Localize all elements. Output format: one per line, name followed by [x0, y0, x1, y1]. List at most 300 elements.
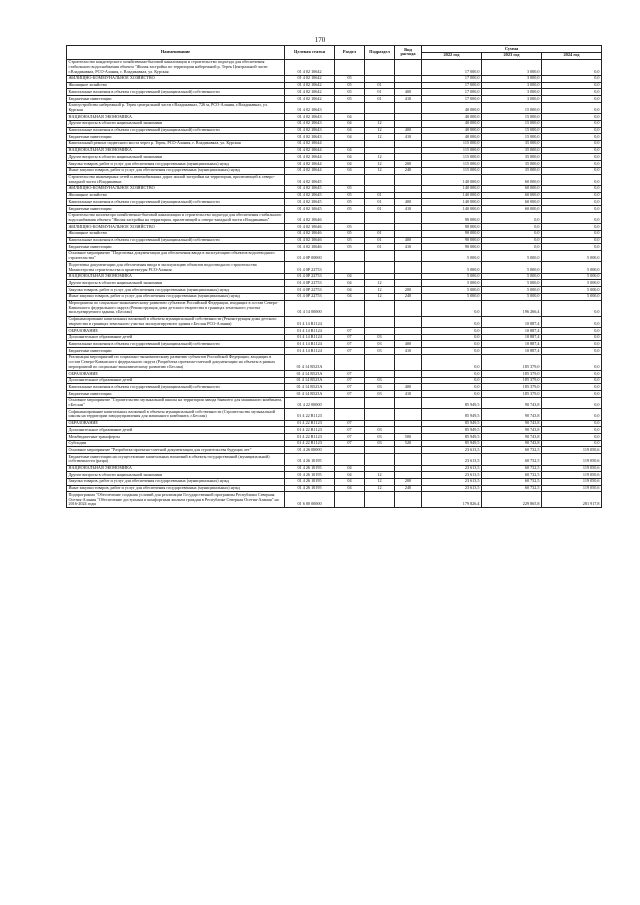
- row-podrazdel: 01: [365, 206, 395, 213]
- table-row: [67, 391, 602, 398]
- row-2022: 90 000,0: [422, 230, 482, 237]
- budget-table: [66, 45, 602, 508]
- row-podrazdel: 03: [365, 391, 395, 398]
- row-2023: 90 743,8: [482, 397, 542, 408]
- row-2024: 0,0: [542, 244, 602, 251]
- table-row: [67, 492, 602, 508]
- row-2024: 119 050,6: [542, 485, 602, 492]
- row-podrazdel: 03: [365, 341, 395, 348]
- table-row: [67, 371, 602, 378]
- row-2022: 90 000,0: [422, 224, 482, 231]
- row-code: 01 4 02 10646: [285, 244, 335, 251]
- row-name: Бюджетные инвестиции: [67, 391, 285, 398]
- row-razdel: [335, 174, 365, 185]
- row-code: 01 4 02 10644: [285, 154, 335, 161]
- row-code: 01 4 26 10195: [285, 472, 335, 479]
- row-razdel: 05: [335, 206, 365, 213]
- row-code: 01 6 00 00000: [285, 492, 335, 508]
- row-2023: 10 887,4: [482, 348, 542, 355]
- row-podrazdel: 12: [365, 485, 395, 492]
- row-2024: 0,0: [542, 427, 602, 434]
- row-2023: 5 000,0: [482, 293, 542, 300]
- row-vid: 200: [395, 478, 422, 485]
- row-2022: 140 000,0: [422, 199, 482, 206]
- row-2022: 23 613,5: [422, 478, 482, 485]
- table-row: [67, 89, 602, 96]
- row-name: Подготовка документации для обеспечения ввода в эксплуатацию объектов водоотводного строительства Министерства строительства и архитектуры РСО-Алания: [67, 262, 285, 273]
- row-razdel: 07: [335, 377, 365, 384]
- table-row: [67, 397, 602, 408]
- header-razdel: Раздел: [335, 46, 365, 60]
- row-2022: 0,0: [422, 316, 482, 327]
- row-2022: 17 000,0: [422, 75, 482, 82]
- row-code: 01 4 02 10645: [285, 174, 335, 185]
- row-2023: 60 732,5: [482, 465, 542, 472]
- row-podrazdel: [365, 492, 395, 508]
- row-2023: 185 379,0: [482, 354, 542, 370]
- row-razdel: 07: [335, 328, 365, 335]
- row-name: Бюджетные инвестиции: [67, 134, 285, 141]
- table-row: [67, 273, 602, 280]
- row-2022: 0,0: [422, 391, 482, 398]
- row-name: Другие вопросы в области национальной экономики: [67, 472, 285, 479]
- row-code: 01 4 02 10643: [285, 114, 335, 121]
- row-razdel: [335, 262, 365, 273]
- row-vid: [395, 174, 422, 185]
- row-2022: 0,0: [422, 334, 482, 341]
- table-row: [67, 478, 602, 485]
- row-vid: [395, 224, 422, 231]
- row-2022: 0,0: [422, 377, 482, 384]
- row-name: Закупка товаров, работ и услуг для обеспечения государственных (муниципальных) нужд: [67, 161, 285, 168]
- row-podrazdel: [365, 147, 395, 154]
- row-2024: 0,0: [542, 328, 602, 335]
- row-vid: [395, 212, 422, 223]
- row-code: 01 4 02 10644: [285, 167, 335, 174]
- row-code: 01 4 26 00000: [285, 447, 335, 454]
- row-2022: 0,0: [422, 341, 482, 348]
- row-2024: 0,0: [542, 161, 602, 168]
- row-2022: 140 000,0: [422, 174, 482, 185]
- row-2022: 0,0: [422, 348, 482, 355]
- row-vid: 400: [395, 384, 422, 391]
- row-vid: 410: [395, 96, 422, 103]
- row-razdel: 04: [335, 147, 365, 154]
- row-podrazdel: 03: [365, 348, 395, 355]
- row-podrazdel: [365, 262, 395, 273]
- table-row: [67, 212, 602, 223]
- row-code: 01 4 14 R1124: [285, 316, 335, 327]
- row-code: 01 4 22 R1123: [285, 427, 335, 434]
- row-code: 01 4 0P 00000: [285, 250, 335, 261]
- header-row-1: [67, 46, 602, 53]
- row-podrazdel: [365, 371, 395, 378]
- row-2024: 0,0: [542, 185, 602, 192]
- row-2023: 10 887,4: [482, 328, 542, 335]
- row-vid: [395, 454, 422, 465]
- row-code: 01 4 0P 22753: [285, 293, 335, 300]
- row-podrazdel: 01: [365, 96, 395, 103]
- row-2022: 17 000,0: [422, 96, 482, 103]
- row-razdel: 05: [335, 89, 365, 96]
- row-2022: 5 000,0: [422, 262, 482, 273]
- table-row: [67, 293, 602, 300]
- row-name: ЖИЛИЩНО-КОММУНАЛЬНОЕ ХОЗЯЙСТВО: [67, 224, 285, 231]
- row-2024: 0,0: [542, 59, 602, 75]
- row-name: Межбюджетные трансферты: [67, 434, 285, 441]
- row-podrazdel: [365, 224, 395, 231]
- row-2023: 0,0: [482, 224, 542, 231]
- table-row: [67, 341, 602, 348]
- row-razdel: [335, 454, 365, 465]
- row-podrazdel: [365, 59, 395, 75]
- row-razdel: 07: [335, 427, 365, 434]
- row-razdel: 07: [335, 420, 365, 427]
- row-2024: 0,0: [542, 391, 602, 398]
- header-podrazdel: Подраздел: [365, 46, 395, 60]
- row-2024: 0,0: [542, 120, 602, 127]
- row-2024: 0,0: [542, 440, 602, 447]
- row-2024: 0,0: [542, 371, 602, 378]
- table-row: [67, 206, 602, 213]
- row-code: 01 4 26 10195: [285, 465, 335, 472]
- row-vid: 200: [395, 287, 422, 294]
- row-code: 01 4 02 10645: [285, 192, 335, 199]
- table-row: [67, 167, 602, 174]
- row-2022: 115 000,0: [422, 140, 482, 147]
- row-2024: 0,0: [542, 409, 602, 420]
- row-name: НАЦИОНАЛЬНАЯ ЭКОНОМИКА: [67, 147, 285, 154]
- row-podrazdel: [365, 420, 395, 427]
- table-row: [67, 447, 602, 454]
- row-2024: 0,0: [542, 154, 602, 161]
- row-2022: 40 000,0: [422, 102, 482, 113]
- row-code: 01 4 0P 22753: [285, 287, 335, 294]
- row-razdel: 04: [335, 485, 365, 492]
- row-code: 01 4 14 00000: [285, 300, 335, 316]
- row-razdel: [335, 300, 365, 316]
- row-name: Реализация мероприятий по социально-экономическому развитию субъектов Российской Федерации, входящих в состав Северо-Кавказского федерального округа (Разработка проектно-сметной документации на объекты в рамках мероприятий по социально-экономическому развитию г.Беслан): [67, 354, 285, 370]
- row-name: Закупка товаров, работ и услуг для обеспечения государственных (муниципальных) нужд: [67, 287, 285, 294]
- table-row: [67, 328, 602, 335]
- row-2023: 35 000,0: [482, 167, 542, 174]
- row-vid: 200: [395, 161, 422, 168]
- row-name: ОБРАЗОВАНИЕ: [67, 371, 285, 378]
- row-2023: 185 379,0: [482, 391, 542, 398]
- row-2023: 15 000,0: [482, 127, 542, 134]
- row-code: 01 4 02 10646: [285, 212, 335, 223]
- row-code: 01 4 02 10644: [285, 140, 335, 147]
- row-code: 01 4 02 10643: [285, 134, 335, 141]
- table-row: [67, 174, 602, 185]
- row-2024: 5 000,0: [542, 250, 602, 261]
- row-razdel: 05: [335, 224, 365, 231]
- row-name: НАЦИОНАЛЬНАЯ ЭКОНОМИКА: [67, 114, 285, 121]
- row-name: Капитальные вложения в объекты государственной (муниципальной) собственности: [67, 89, 285, 96]
- row-podrazdel: [365, 454, 395, 465]
- row-2022: 115 000,0: [422, 167, 482, 174]
- row-2023: 5 000,0: [482, 280, 542, 287]
- row-vid: [395, 334, 422, 341]
- row-name: ЖИЛИЩНО-КОММУНАЛЬНОЕ ХОЗЯЙСТВО: [67, 185, 285, 192]
- row-2022: 5 000,0: [422, 287, 482, 294]
- row-razdel: 05: [335, 192, 365, 199]
- row-podrazdel: 01: [365, 199, 395, 206]
- row-name: Бюджетные инвестиции на осуществление капитальных вложений в объекты государственной (муниципальной) собственности (разра): [67, 454, 285, 465]
- row-vid: [395, 82, 422, 89]
- row-razdel: 04: [335, 478, 365, 485]
- row-2024: 0,0: [542, 212, 602, 223]
- row-2023: 3 000,0: [482, 96, 542, 103]
- row-podrazdel: [365, 300, 395, 316]
- table-row: [67, 127, 602, 134]
- row-vid: [395, 192, 422, 199]
- row-podrazdel: [365, 447, 395, 454]
- row-code: 01 4 14 R523A: [285, 377, 335, 384]
- row-2023: 5 000,0: [482, 250, 542, 261]
- row-2024: 0,0: [542, 192, 602, 199]
- row-2022: 5 000,0: [422, 280, 482, 287]
- row-razdel: 04: [335, 472, 365, 479]
- row-code: 01 4 02 10645: [285, 206, 335, 213]
- row-code: 01 4 02 10643: [285, 102, 335, 113]
- row-razdel: 04: [335, 273, 365, 280]
- row-2022: 17 000,0: [422, 82, 482, 89]
- header-code: Целевая статья: [285, 46, 335, 60]
- row-vid: 400: [395, 89, 422, 96]
- row-name: НАЦИОНАЛЬНАЯ ЭКОНОМИКА: [67, 465, 285, 472]
- table-row: [67, 334, 602, 341]
- table-row: [67, 454, 602, 465]
- row-code: 01 4 02 10642: [285, 59, 335, 75]
- row-razdel: [335, 59, 365, 75]
- row-2024: 0,0: [542, 206, 602, 213]
- row-podrazdel: 12: [365, 472, 395, 479]
- row-2022: 5 000,0: [422, 250, 482, 261]
- row-code: 01 4 22 R1123: [285, 440, 335, 447]
- row-name: Строительство инженерных сетей и автомобильных дорог жилой застройки на территории, прилегающей к северо-западной части г.Владикавказ: [67, 174, 285, 185]
- row-2024: 0,0: [542, 167, 602, 174]
- table-body: [67, 59, 602, 508]
- row-2022: 85 949,5: [422, 440, 482, 447]
- row-vid: [395, 371, 422, 378]
- row-vid: [395, 492, 422, 508]
- row-podrazdel: [365, 465, 395, 472]
- row-code: 01 4 02 10642: [285, 89, 335, 96]
- table-row: [67, 465, 602, 472]
- table-row: [67, 154, 602, 161]
- table-row: [67, 377, 602, 384]
- row-vid: [395, 420, 422, 427]
- row-2023: 35 000,0: [482, 161, 542, 168]
- row-vid: [395, 147, 422, 154]
- table-row: [67, 102, 602, 113]
- row-podrazdel: 03: [365, 377, 395, 384]
- row-razdel: 07: [335, 434, 365, 441]
- row-podrazdel: [365, 185, 395, 192]
- row-2022: 40 000,0: [422, 134, 482, 141]
- row-podrazdel: 01: [365, 244, 395, 251]
- table-row: [67, 472, 602, 479]
- row-2022: 23 613,5: [422, 485, 482, 492]
- row-name: Другие вопросы в области национальной экономики: [67, 154, 285, 161]
- row-2024: 0,0: [542, 334, 602, 341]
- row-vid: [395, 300, 422, 316]
- row-podrazdel: [365, 75, 395, 82]
- row-name: Строительство кондитерского хозяйственно-бытовой канализации и строительство подъезда для обеспечения стабильного водоснабжения объекта "Жилая застройка по территории набережной р. Терек Центральной части г.Владикавказ, РСО-Алания, г. Владикавказ, ул. Курская: [67, 59, 285, 75]
- row-2023: 5 000,0: [482, 287, 542, 294]
- row-vid: 400: [395, 127, 422, 134]
- row-2024: 0,0: [542, 341, 602, 348]
- row-razdel: 04: [335, 280, 365, 287]
- row-2024: 0,0: [542, 237, 602, 244]
- table-row: [67, 300, 602, 316]
- row-razdel: 04: [335, 293, 365, 300]
- row-code: 01 4 14 R1124: [285, 328, 335, 335]
- row-vid: 410: [395, 391, 422, 398]
- header-vid: Вид расхода: [395, 46, 422, 60]
- row-code: 01 4 14 R1124: [285, 348, 335, 355]
- row-code: 01 4 02 10646: [285, 224, 335, 231]
- row-code: 01 4 02 10645: [285, 185, 335, 192]
- table-row: [67, 224, 602, 231]
- row-code: 01 4 02 10643: [285, 127, 335, 134]
- table-row: [67, 440, 602, 447]
- row-code: 01 4 02 10642: [285, 75, 335, 82]
- row-podrazdel: [365, 273, 395, 280]
- row-razdel: 04: [335, 154, 365, 161]
- row-2022: 5 000,0: [422, 293, 482, 300]
- header-summa: Сумма: [422, 46, 602, 53]
- row-code: 01 4 0P 22753: [285, 273, 335, 280]
- row-code: 01 4 02 10644: [285, 161, 335, 168]
- row-podrazdel: 03: [365, 427, 395, 434]
- row-podrazdel: 12: [365, 280, 395, 287]
- row-code: 01 4 02 10645: [285, 199, 335, 206]
- row-2023: 0,0: [482, 237, 542, 244]
- table-row: [67, 485, 602, 492]
- row-name: Основное мероприятие "Подготовка документации для обеспечения ввода в эксплуатацию объектов водоотводного строительства": [67, 250, 285, 261]
- row-2023: 60 000,0: [482, 206, 542, 213]
- row-2023: 185 379,0: [482, 377, 542, 384]
- row-2024: 0,0: [542, 114, 602, 121]
- row-vid: [395, 328, 422, 335]
- row-vid: [395, 59, 422, 75]
- row-2023: 196 266,4: [482, 300, 542, 316]
- row-2023: 10 887,4: [482, 341, 542, 348]
- row-2024: 0,0: [542, 434, 602, 441]
- row-razdel: 05: [335, 82, 365, 89]
- row-2022: 115 000,0: [422, 161, 482, 168]
- row-2024: 0,0: [542, 82, 602, 89]
- row-code: 01 4 14 R523A: [285, 354, 335, 370]
- row-vid: [395, 472, 422, 479]
- row-2022: 85 949,5: [422, 420, 482, 427]
- row-name: Иные закупки товаров, работ и услуг для обеспечения государственных (муниципальных) нужд: [67, 167, 285, 174]
- table-row: [67, 140, 602, 147]
- row-name: Капитальные вложения в объекты государственной (муниципальной) собственности: [67, 237, 285, 244]
- row-code: 01 4 22 R1123: [285, 420, 335, 427]
- row-razdel: [335, 447, 365, 454]
- table-row: [67, 199, 602, 206]
- table-row: [67, 280, 602, 287]
- row-podrazdel: 12: [365, 287, 395, 294]
- row-code: 01 4 22 R1123: [285, 434, 335, 441]
- table-row: [67, 120, 602, 127]
- row-2023: 60 000,0: [482, 192, 542, 199]
- table-row: [67, 96, 602, 103]
- row-razdel: 04: [335, 465, 365, 472]
- row-2024: 281 917,8: [542, 492, 602, 508]
- row-code: 01 4 14 R523A: [285, 384, 335, 391]
- row-2022: 40 000,0: [422, 127, 482, 134]
- row-2023: 60 732,5: [482, 472, 542, 479]
- row-vid: 240: [395, 293, 422, 300]
- row-2022: 140 000,0: [422, 192, 482, 199]
- row-razdel: 05: [335, 96, 365, 103]
- table-row: [67, 354, 602, 370]
- row-2023: 90 743,8: [482, 409, 542, 420]
- row-razdel: [335, 102, 365, 113]
- row-name: Благоустройство набережной р. Терек центральной части г.Владикавказ, 726 м, РСО-Алания, г.Владикавказ, ул. Курская: [67, 102, 285, 113]
- row-vid: [395, 354, 422, 370]
- row-2024: 0,0: [542, 377, 602, 384]
- row-razdel: 07: [335, 440, 365, 447]
- row-name: ЖИЛИЩНО-КОММУНАЛЬНОЕ ХОЗЯЙСТВО: [67, 75, 285, 82]
- row-name: Дополнительное образование детей: [67, 427, 285, 434]
- row-2024: 0,0: [542, 96, 602, 103]
- row-name: Мероприятия по социально-экономическому развитию субъектов Российской Федерации, входящих в состав Северо-Кавказского федерального округа (Реконструкция дома детского творчества в границах земельного участка эксплуатируемого здания, г.Беслан): [67, 300, 285, 316]
- row-2024: 119 050,6: [542, 465, 602, 472]
- row-razdel: [335, 397, 365, 408]
- row-name: Подпрограмма "Обеспечение создания условий для реализации Государственной программы Республики Северная Осетия-Алания "Обеспечение доступным и комфортным жильем граждан в Республике Северная Осетия-Алания" на 2016-2024 годы: [67, 492, 285, 508]
- row-2024: 0,0: [542, 102, 602, 113]
- row-2024: 0,0: [542, 134, 602, 141]
- table-row: [67, 262, 602, 273]
- row-code: 01 4 02 10646: [285, 230, 335, 237]
- row-2022: 90 000,0: [422, 244, 482, 251]
- row-2022: 0,0: [422, 384, 482, 391]
- row-2024: 0,0: [542, 300, 602, 316]
- row-vid: [395, 120, 422, 127]
- row-name: Жилищное хозяйство: [67, 230, 285, 237]
- row-2024: 5 000,0: [542, 273, 602, 280]
- row-podrazdel: [365, 250, 395, 261]
- header-2022: 2022 год: [422, 52, 482, 59]
- row-2022: 140 000,0: [422, 206, 482, 213]
- row-vid: 500: [395, 434, 422, 441]
- row-podrazdel: 03: [365, 384, 395, 391]
- row-code: 01 4 22 R1123: [285, 409, 335, 420]
- row-podrazdel: 12: [365, 127, 395, 134]
- row-name: Капитальные вложения в объекты государственной (муниципальной) собственности: [67, 127, 285, 134]
- table-row: [67, 420, 602, 427]
- row-name: Бюджетные инвестиции: [67, 244, 285, 251]
- row-2023: 0,0: [482, 212, 542, 223]
- row-name: ОБРАЗОВАНИЕ: [67, 328, 285, 335]
- row-vid: 240: [395, 167, 422, 174]
- row-vid: [395, 114, 422, 121]
- row-2023: 15 000,0: [482, 102, 542, 113]
- table-row: [67, 409, 602, 420]
- row-vid: [395, 377, 422, 384]
- row-code: 01 4 26 10195: [285, 485, 335, 492]
- row-podrazdel: 03: [365, 440, 395, 447]
- row-2023: 60 732,5: [482, 478, 542, 485]
- row-name: Закупка товаров, работ и услуг для обеспечения государственных (муниципальных) нужд: [67, 478, 285, 485]
- row-name: Капитальные вложения в объекты государственной (муниципальной) собственности: [67, 384, 285, 391]
- row-razdel: [335, 316, 365, 327]
